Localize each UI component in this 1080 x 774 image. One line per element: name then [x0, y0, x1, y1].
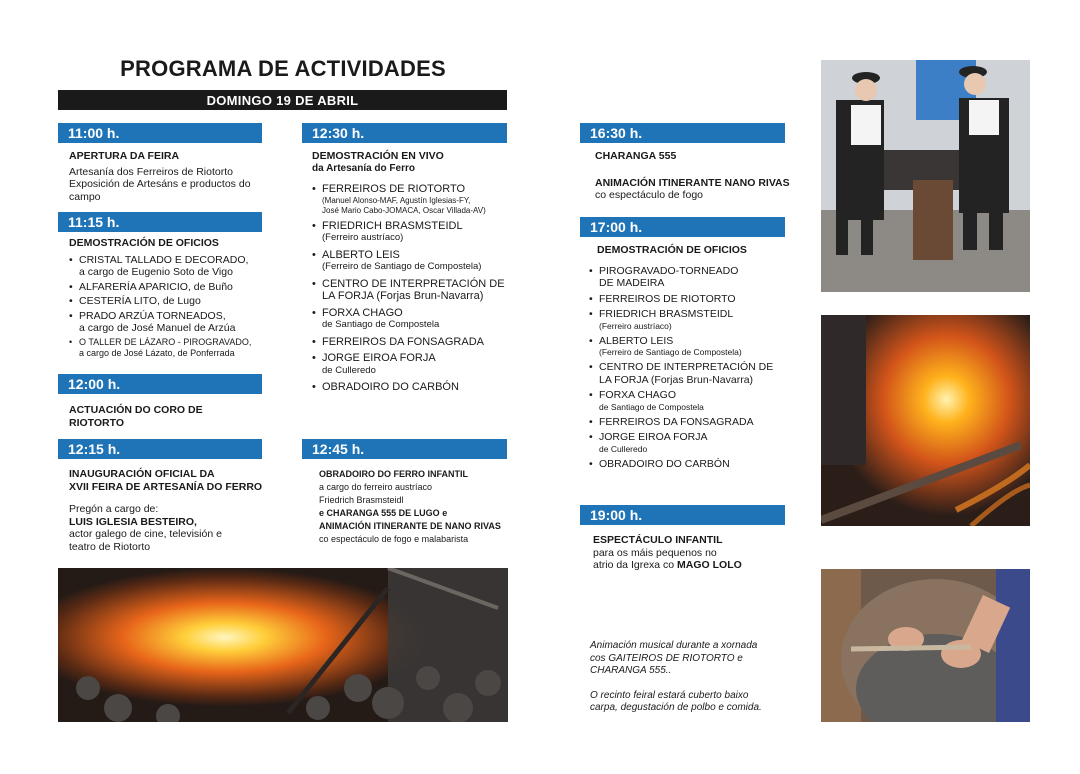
- section-heading: DEMOSTRACIÓN DE OFICIOS: [69, 237, 219, 249]
- list-item: • FERREIROS DE RIOTORTO: [589, 293, 804, 306]
- forge-fire-photo: [58, 568, 508, 722]
- list-item: • CRISTAL TALLADO E DECORADO, a cargo de Eugenio Soto de Vigo: [69, 254, 279, 279]
- section-line: e CHARANGA 555 DE LUGO e: [319, 508, 448, 518]
- section-heading: DEMOSTRACIÓN DE OFICIOS: [597, 244, 747, 256]
- section-1630: [595, 150, 805, 202]
- section-1200: [69, 404, 274, 429]
- list-item: • FRIEDRICH BRASMSTEIDL (Ferreiro austríaco): [589, 308, 804, 332]
- section-line: co espectáculo de fogo e malabarista: [319, 534, 469, 544]
- list-item: • ALBERTO LEIS (Ferreiro de Santiago de Compostela): [589, 335, 804, 359]
- list-item: • CENTRO DE INTERPRETACIÓN DE LA FORJA (Forjas Brun-Navarra): [312, 278, 524, 303]
- day-banner: DOMINGO 19 DE ABRIL: [58, 90, 507, 110]
- section-line: ACTUACIÓN DO CORO DE: [69, 404, 203, 416]
- list-item: • ALBERTO LEIS (Ferreiro de Santiago de Compostela): [312, 249, 524, 274]
- section-1230: [312, 150, 524, 394]
- section-line: DEMOSTRACIÓN EN VIVO: [312, 150, 444, 162]
- list-item: • FORXA CHAGO de Santiago de Compostela: [312, 307, 524, 332]
- item-list: [312, 183, 524, 394]
- item-list: [69, 254, 279, 360]
- time-1900: 19:00 h.: [580, 505, 785, 525]
- section-line: ANIMACIÓN ITINERANTE NANO RIVAS: [595, 176, 790, 189]
- list-item: • CENTRO DE INTERPRETACIÓN DE LA FORJA (Forjas Brun-Navarra): [589, 361, 804, 386]
- section-line: da Artesanía do Ferro: [312, 162, 415, 174]
- pregon-desc: teatro de Riotorto: [69, 540, 151, 553]
- page-title: PROGRAMA DE ACTIVIDADES: [120, 56, 446, 81]
- time-1215: 12:15 h.: [58, 439, 262, 459]
- time-1100: 11:00 h.: [58, 123, 262, 143]
- section-line: Artesanía dos Ferreiros de Riotorto: [69, 165, 233, 178]
- section-line: XVII FEIRA DE ARTESANÍA DO FERRO: [69, 480, 263, 493]
- list-item: • CESTERÍA LITO, de Lugo: [69, 295, 279, 308]
- list-item: • PIROGRAVADO-TORNEADO DE MADEIRA: [589, 265, 804, 290]
- section-line: OBRADOIRO DO FERRO INFANTIL: [319, 469, 468, 479]
- section-line: campo: [69, 190, 101, 203]
- section-line: Exposición de Artesáns e productos do: [69, 178, 251, 190]
- section-line: ESPECTÁCULO INFANTIL: [593, 534, 723, 546]
- artisan-photo: [821, 569, 1030, 722]
- list-item: • ALFARERÍA APARICIO, de Buño: [69, 281, 279, 294]
- section-1115: [69, 237, 279, 360]
- list-item: • FERREIROS DA FONSAGRADA: [312, 336, 524, 349]
- list-item: • FERREIROS DE RIOTORTO (Manuel Alonso-MAF, Agustín Iglesias-FY, José Mario Cabo-JOMACA, Oscar Villada-AV): [312, 183, 524, 216]
- section-line: Friedrich Brasmsteidl: [319, 495, 404, 505]
- section-line: RIOTORTO: [69, 416, 125, 429]
- list-item: • JORGE EIROA FORJA de Culleredo: [312, 352, 524, 377]
- section-line: ANIMACIÓN ITINERANTE DE NANO RIVAS: [319, 521, 501, 531]
- list-item: • FORXA CHAGO de Santiago de Compostela: [589, 389, 804, 413]
- pregon-desc: actor galego de cine, televisión e: [69, 528, 222, 540]
- section-line: a cargo do ferreiro austríaco: [319, 482, 433, 492]
- time-1700: 17:00 h.: [580, 217, 785, 237]
- list-item: • FRIEDRICH BRASMSTEIDL (Ferreiro austríaco): [312, 220, 524, 245]
- list-item: • PRADO ARZÚA TORNEADOS, a cargo de José Manuel de Arzúa: [69, 310, 279, 335]
- time-1630: 16:30 h.: [580, 123, 785, 143]
- section-1245: [319, 468, 529, 546]
- blacksmiths-photo: [821, 60, 1030, 292]
- section-line: CHARANGA 555: [595, 150, 677, 162]
- item-list: [589, 265, 804, 471]
- list-item: • FERREIROS DA FONSAGRADA: [589, 416, 804, 429]
- list-item: • OBRADOIRO DO CARBÓN: [312, 381, 524, 394]
- section-1900: [593, 534, 803, 572]
- section-1100: [69, 150, 274, 203]
- list-item: • O TALLER DE LÁZARO - PIROGRAVADO, a cargo de José Lázato, de Ponferrada: [69, 337, 279, 360]
- section-line: INAUGURACIÓN OFICIAL DA: [69, 468, 215, 480]
- section-line: co espectáculo de fogo: [595, 189, 703, 201]
- section-line: atrio da Igrexa co MAGO LOLO: [593, 559, 742, 571]
- section-heading: APERTURA DA FEIRA: [69, 150, 180, 162]
- section-1700: [589, 244, 804, 470]
- list-item: • JORGE EIROA FORJA de Culleredo: [589, 431, 804, 455]
- section-line: para os máis pequenos no: [593, 546, 717, 559]
- time-1245: 12:45 h.: [302, 439, 507, 459]
- time-1115: 11:15 h.: [58, 212, 262, 232]
- forge-flame-photo: [821, 315, 1030, 526]
- footer-note: Animación musical durante a xornada cos GAITEIROS DE RIOTORTO e CHARANGA 555.. O recinto feiral estará cuberto baixo carpa, degustación de polbo e comida.: [590, 640, 762, 713]
- section-1215: [69, 468, 289, 553]
- list-item: • OBRADOIRO DO CARBÓN: [589, 458, 804, 471]
- time-1230: 12:30 h.: [302, 123, 507, 143]
- time-1200: 12:00 h.: [58, 374, 262, 394]
- pregon-label: Pregón a cargo de:: [69, 503, 159, 515]
- pregon-name: LUIS IGLESIA BESTEIRO,: [69, 515, 197, 528]
